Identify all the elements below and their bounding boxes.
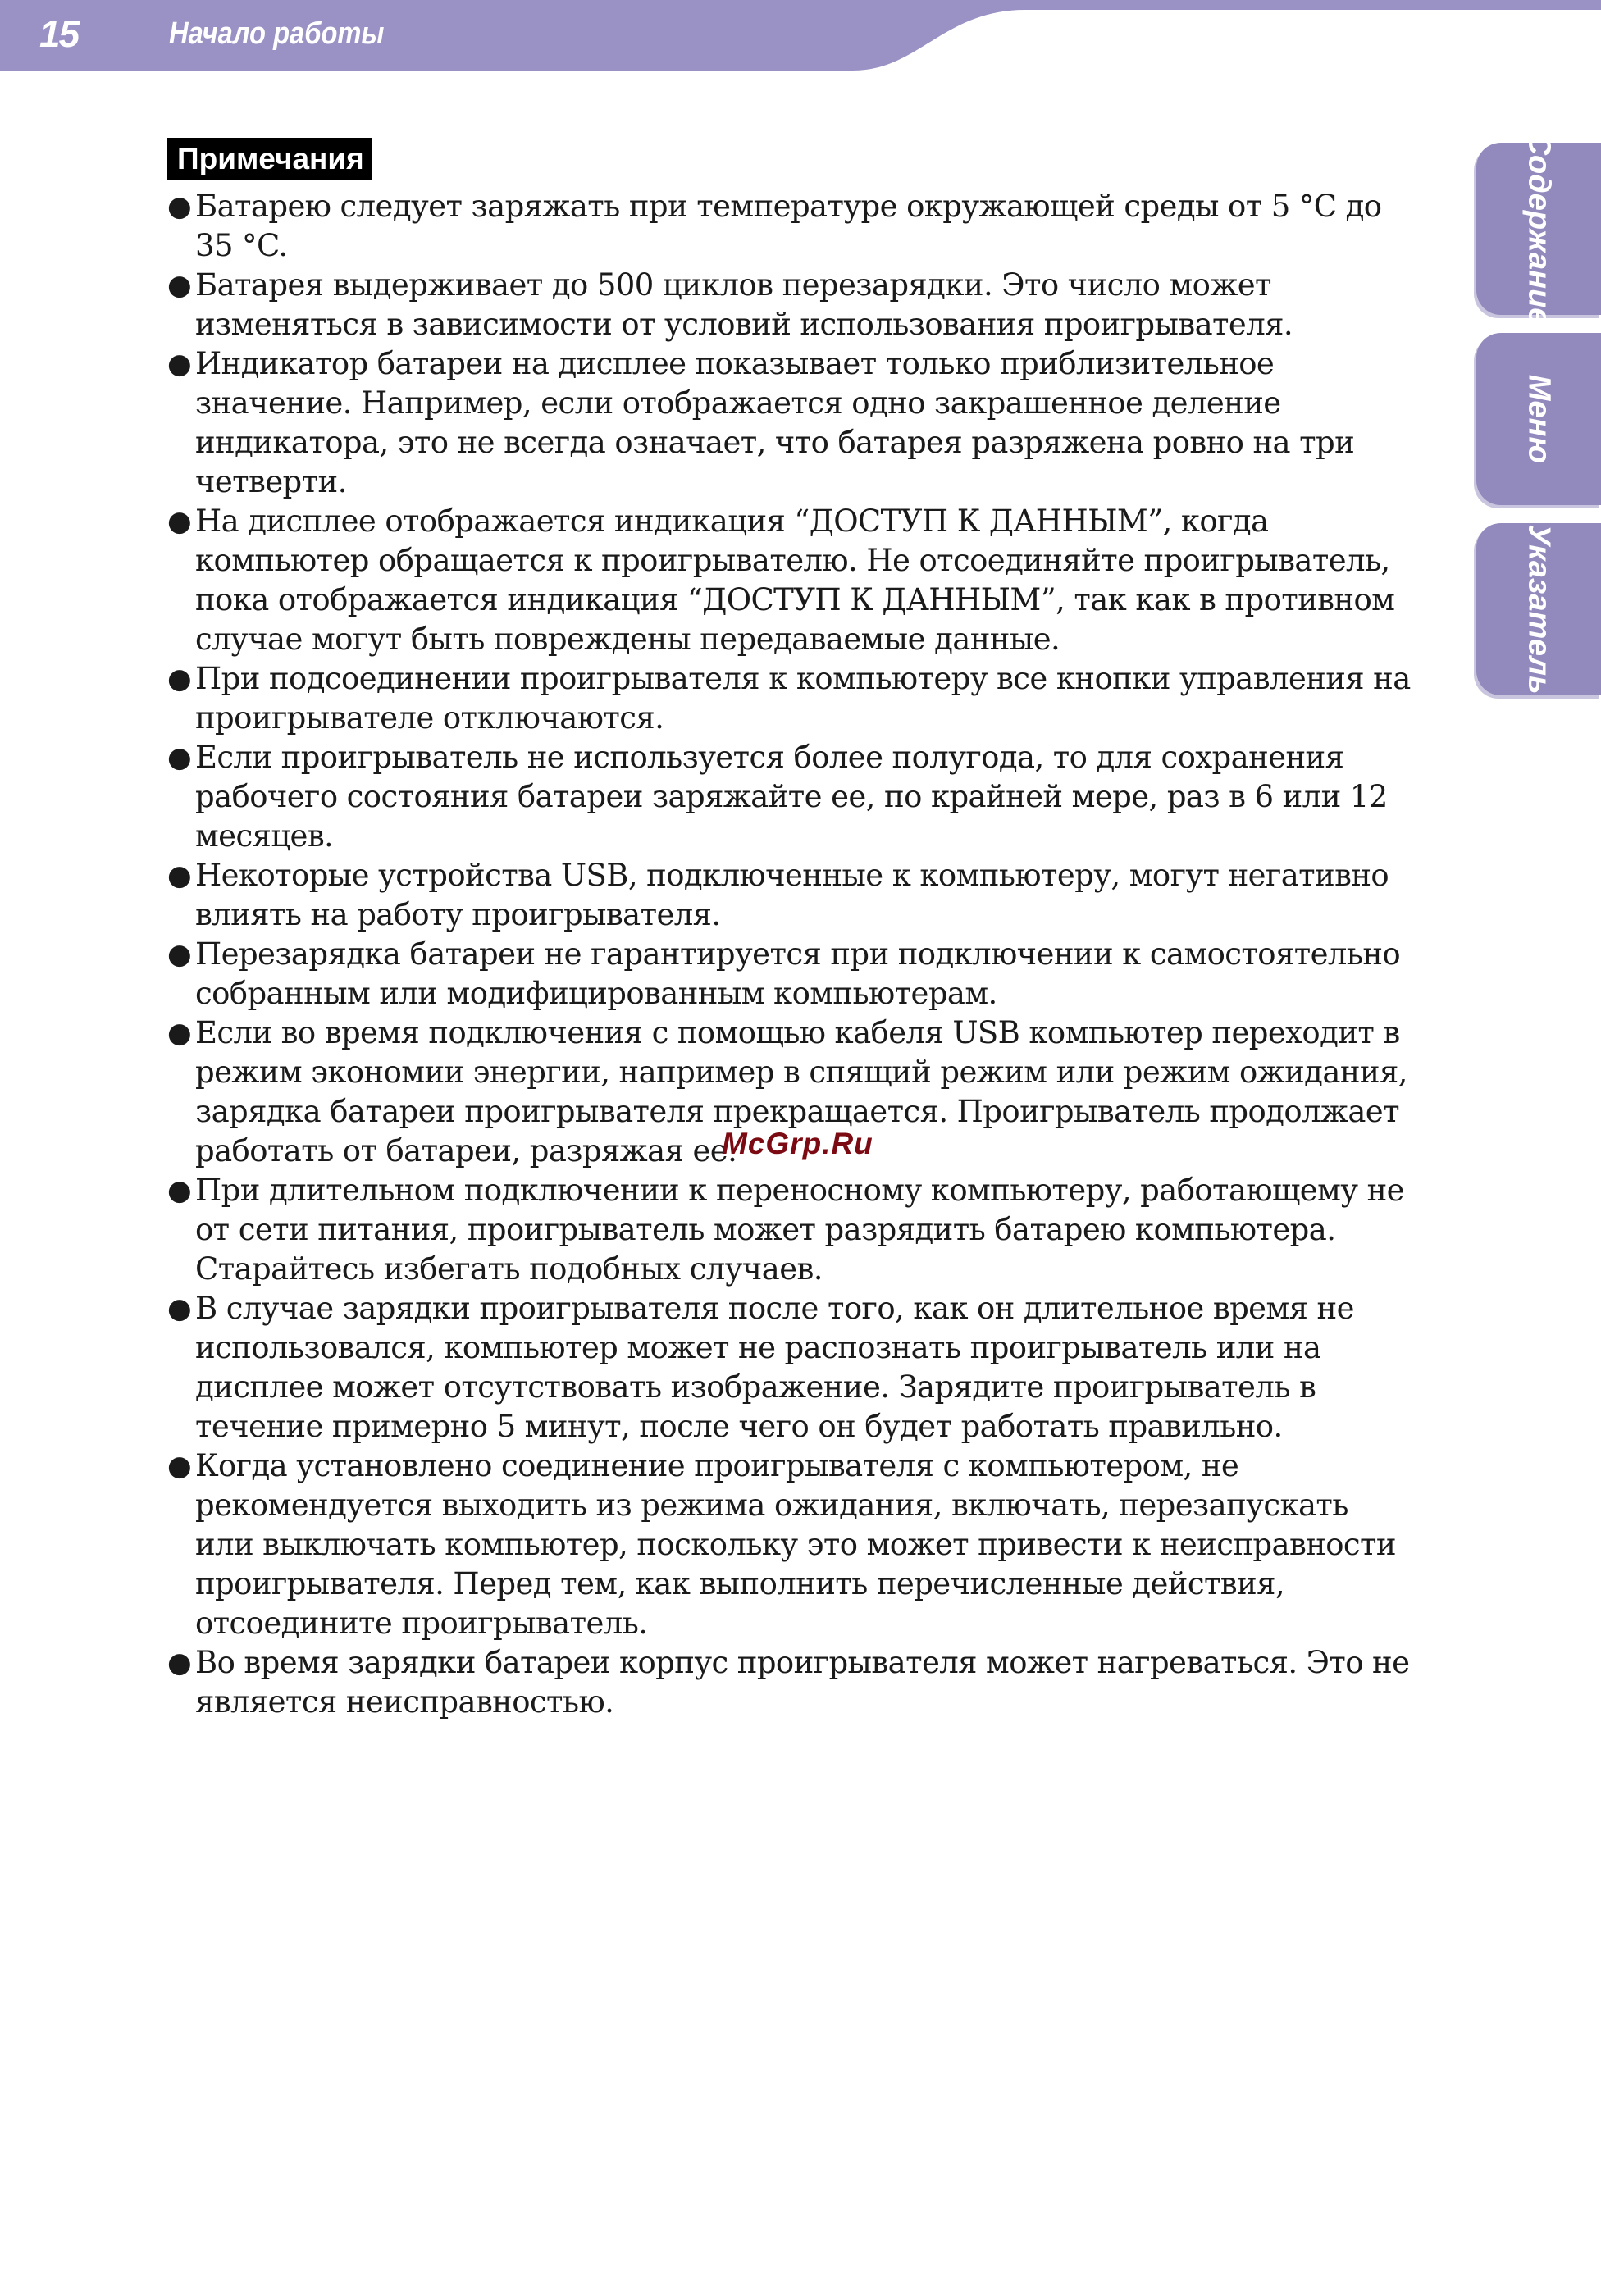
bullet-icon: ●	[167, 663, 192, 695]
note-text: При длительном подключении к переносному компьютеру, работающему не от сети питания, проигрыватель может разрядить батарею компьютера. Старайтесь избегать подобных случаев.	[195, 1173, 1404, 1287]
list-item	[167, 935, 1414, 1014]
note-text: В случае зарядки проигрывателя после того, как он длительное время не использовался, компьютер может не распознать проигрыватель или на дисплее может отсутствовать изображение. Зарядите проигрыватель в течение примерно 5 минут, после чего он будет работать правильно.	[195, 1291, 1354, 1444]
note-text: Некоторые устройства USB, подключенные к компьютеру, могут негативно влиять на работу проигрывателя.	[195, 858, 1389, 932]
page-number: 15	[39, 12, 79, 55]
notes-list	[167, 187, 1414, 1722]
list-item	[167, 1289, 1414, 1446]
page-header	[0, 0, 1601, 71]
list-item	[167, 856, 1414, 935]
list-item	[167, 659, 1414, 738]
note-text: Батарея выдерживает до 500 циклов перезарядки. Это число может изменяться в зависимости от условий использования проигрывателя.	[195, 267, 1293, 342]
note-text: Батарею следует заряжать при температуре окружающей среды от 5 °C до 35 °C.	[195, 189, 1382, 263]
bullet-icon: ●	[167, 1450, 192, 1483]
note-text: Когда установлено соединение проигрывателя с компьютером, не рекомендуется выходить из режима ожидания, включать, перезапускать или выключать компьютер, поскольку это может привести к неисправности проигрывателя. Перед тем, как выполнить перечисленные действия, отсоедините проигрыватель.	[195, 1448, 1396, 1641]
note-text: Во время зарядки батареи корпус проигрывателя может нагреваться. Это не является неисправностью.	[195, 1645, 1410, 1720]
bullet-icon: ●	[167, 859, 192, 892]
menu-tab-label: Меню	[1521, 374, 1557, 464]
note-text: Если во время подключения с помощью кабеля USB компьютер переходит в режим экономии энергии, например в спящий режим или режим ожидания, зарядка батареи проигрывателя прекращается. Проигрыватель продолжает работать от батареи, разряжая ее.	[195, 1015, 1407, 1168]
contents-tab-label: Содержание	[1521, 132, 1557, 326]
bullet-icon: ●	[167, 1647, 192, 1679]
list-item	[167, 344, 1414, 502]
note-text: Индикатор батареи на дисплее показывает только приблизительное значение. Например, если отображается одно закрашенное деление индикатора, это не всегда означает, что батарея разряжена ровно на три четверти.	[195, 346, 1355, 499]
index-tab-label: Указатель	[1521, 524, 1557, 695]
note-text: Перезарядка батареи не гарантируется при подключении к самостоятельно собранным или модифицированным компьютерам.	[195, 936, 1401, 1011]
list-item	[167, 502, 1414, 659]
bullet-icon: ●	[167, 505, 192, 538]
note-text: На дисплее отображается индикация “ДОСТУП К ДАННЫМ”, когда компьютер обращается к проигрывателю. Не отсоединяйте проигрыватель, пока отображается индикация “ДОСТУП К ДАННЫМ”, так как в противном случае могут быть повреждены передаваемые данные.	[195, 503, 1395, 657]
bullet-icon: ●	[167, 741, 192, 774]
list-item	[167, 266, 1414, 344]
bullet-icon: ●	[167, 1017, 192, 1050]
bullet-icon: ●	[167, 190, 192, 223]
note-text: При подсоединении проигрывателя к компьютеру все кнопки управления на проигрывателе отключаются.	[195, 661, 1411, 736]
bullet-icon: ●	[167, 938, 192, 971]
bullet-icon: ●	[167, 1292, 192, 1325]
bullet-icon: ●	[167, 1174, 192, 1207]
list-item	[167, 1171, 1414, 1289]
bullet-icon: ●	[167, 348, 192, 380]
menu-tab[interactable]	[1476, 333, 1601, 505]
contents-tab[interactable]	[1476, 132, 1601, 326]
list-item	[167, 1446, 1414, 1643]
list-item	[167, 738, 1414, 856]
section-title: Начало работы	[169, 16, 385, 51]
index-tab[interactable]	[1476, 523, 1601, 695]
notes-heading: Примечания	[167, 138, 372, 180]
bullet-icon: ●	[167, 269, 192, 302]
watermark: McGrp.Ru	[722, 1127, 873, 1160]
note-text: Если проигрыватель не используется более полугода, то для сохранения рабочего состояния батареи заряжайте ее, по крайней мере, раз в 6 или 12 месяцев.	[195, 740, 1388, 854]
list-item	[167, 1643, 1414, 1722]
list-item	[167, 187, 1414, 266]
